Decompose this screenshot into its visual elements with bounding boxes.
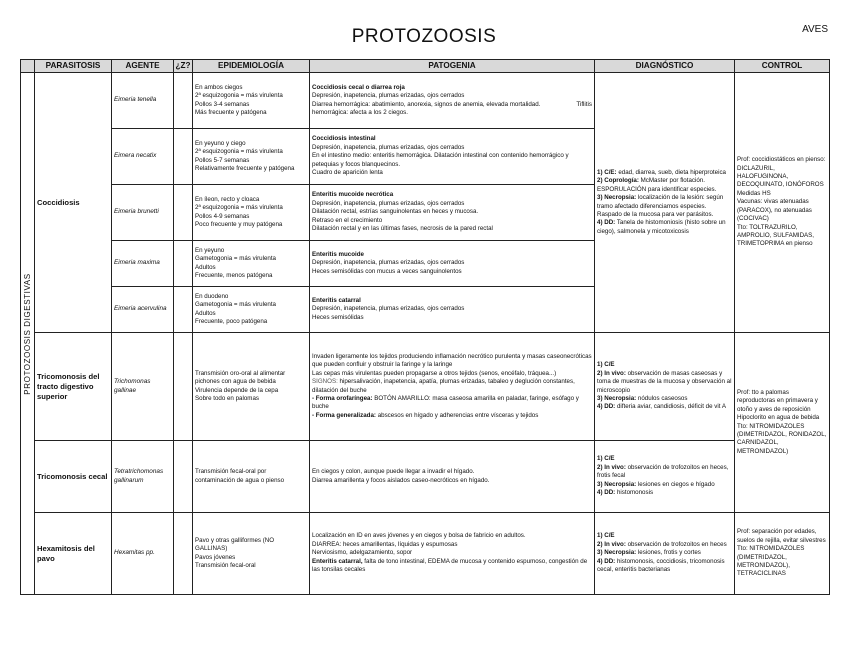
control-line: Hipoclorito en agua de bebida bbox=[737, 414, 820, 422]
diag-line bbox=[597, 211, 732, 219]
diag-text: edad, diarrea, sueb, dieta hiperproteica bbox=[616, 168, 726, 176]
control-line: Tto: NITROMIDAZOLES (DIMETRIDAZOL, METRONIDAZOL), TETRACICLINAS bbox=[737, 545, 805, 578]
epidemiologia-cell bbox=[193, 333, 310, 441]
epi-line: En duodeno bbox=[195, 292, 229, 300]
epidemiologia-cell bbox=[193, 129, 310, 185]
diag-key: 4) DD: bbox=[597, 403, 616, 411]
zoonosis-cell bbox=[174, 73, 193, 129]
pat-text: falta de tono intestinal, EDEMA de mucosa y contenido espumoso, congestión de las tonsilas cecales bbox=[312, 557, 588, 574]
agente-cell: Hexamitas pp. bbox=[112, 513, 174, 595]
epi-line: Pollos 5-7 semanas bbox=[195, 156, 250, 164]
diagnostico-cell bbox=[595, 333, 735, 441]
epidemiologia-cell bbox=[193, 241, 310, 287]
diag-line bbox=[597, 558, 732, 575]
epidemiologia-cell bbox=[193, 185, 310, 241]
diag-key: 4) DD: bbox=[597, 557, 616, 565]
diag-line bbox=[597, 403, 732, 411]
pat-heading: Coccidiosis intestinal bbox=[312, 135, 376, 143]
pat-line: Cuadro de aparición lenta bbox=[312, 169, 383, 177]
col-diagnostico: DIAGNÓSTICO bbox=[595, 60, 735, 73]
col-agente: AGENTE bbox=[112, 60, 174, 73]
diag-key: 2) In vivo: bbox=[597, 540, 626, 548]
epi-line: Adultos bbox=[195, 309, 216, 317]
col-parasitosis: PARASITOSIS bbox=[35, 60, 112, 73]
control-hexamitosis bbox=[735, 513, 830, 595]
diag-line: 1) C/E bbox=[597, 455, 615, 463]
diag-text: McMaster por flotación. ESPORULACIÓN para identificar especies. bbox=[597, 177, 717, 193]
diag-text: histomonosis bbox=[615, 489, 654, 497]
patogenia-cell bbox=[310, 287, 595, 333]
diag-text: difteria aviar, candidiosis, déficit de vit A bbox=[615, 403, 726, 411]
control-line: Prof: coccidiostáticos en pienso: DICLAZURIL, HALOFUGINONA, DECOQUINATO, IONÓFOROS bbox=[737, 156, 826, 189]
pat-line: Dilatación rectal, estrías sanguinolentas en heces y mucosa. bbox=[312, 208, 479, 216]
epi-line: 2ª esquizogonia = más virulenta bbox=[195, 92, 283, 100]
epi-line: Transmisión oro-oral al alimentar pichones con agua de bebida bbox=[195, 369, 286, 386]
pat-line: Invaden ligeramente los tejidos produciendo inflamación necrótico purulenta y masas caseonecróticas que pueden confluir y obstruir la faringe y la laringe bbox=[312, 352, 592, 369]
diagnostico-coccidiosis bbox=[595, 73, 735, 333]
diag-key: 2) In vivo: bbox=[597, 369, 626, 377]
diag-line: 1) C/E bbox=[597, 532, 615, 540]
diag-text: Raspado de la mucosa para ver parásitos. bbox=[597, 210, 714, 218]
epi-line: Frecuente, poco patógena bbox=[195, 317, 268, 325]
epi-line: Gametogonia = más virulenta bbox=[195, 255, 276, 263]
group-label: PROTOZOOSIS DIGESTIVAS bbox=[22, 272, 32, 395]
control-coccidiosis bbox=[735, 73, 830, 333]
pat-text: abscesos en hígado y adherencias entre vísceras y tejidos bbox=[375, 411, 539, 419]
control-line: Prof: tto a palomas reproductoras en primavera y otoño y aves de reposición bbox=[737, 388, 818, 413]
pat-line: Depresión, inapetencia, plumas erizadas, ojos cerrados bbox=[312, 259, 465, 267]
patogenia-cell bbox=[310, 73, 595, 129]
epi-line: Pavo y otras galliformes (NO GALLINAS) bbox=[195, 536, 275, 553]
pat-line: Depresión, inapetencia, plumas erizadas, ojos cerrados bbox=[312, 92, 465, 100]
pat-heading: Coccidiosis cecal o diarrea roja bbox=[312, 83, 405, 91]
diag-line bbox=[597, 395, 732, 403]
diag-line bbox=[597, 177, 732, 194]
epi-line: 2ª esquizogonia = más virulenta bbox=[195, 204, 283, 212]
diag-line: 1) C/E bbox=[597, 361, 615, 369]
agente-cell: Eimeria brunetti bbox=[112, 185, 174, 241]
pat-line: Nerviosismo, adelgazamiento, sopor bbox=[312, 549, 413, 557]
diagnostico-cell bbox=[595, 513, 735, 595]
zoonosis-cell bbox=[174, 185, 193, 241]
diag-key: 4) DD: bbox=[597, 219, 616, 227]
agente-cell: Eimeria acervulina bbox=[112, 287, 174, 333]
diag-text: observación de masas caseosas y toma de muestras de la mucosa y observación al microscopio bbox=[597, 369, 732, 394]
pat-key: - Forma orofaríngea: bbox=[312, 394, 373, 402]
diag-text: observación de trofozoitos en heces bbox=[625, 540, 727, 548]
diag-line bbox=[597, 481, 732, 489]
parasitosis-tricomonosis-sup: Tricomonosis del tracto digestivo superior bbox=[35, 333, 112, 441]
diag-line bbox=[597, 370, 732, 395]
patogenia-cell bbox=[310, 185, 595, 241]
pat-extra: Tiflitis bbox=[576, 100, 592, 108]
parasitosis-tricomonosis-cecal: Tricomonosis cecal bbox=[35, 441, 112, 513]
diag-key: 4) DD: bbox=[597, 489, 616, 497]
control-line: Medidas HS bbox=[737, 189, 771, 197]
pat-line: Localización en ID en aves jóvenes y en ciegos y bolsa de fabricio en adultos. bbox=[312, 532, 526, 540]
pat-line: Depresión, inapetencia, plumas erizadas, ojos cerrados bbox=[312, 143, 465, 151]
col-control: CONTROL bbox=[735, 60, 830, 73]
epi-line: Pollos 3-4 semanas bbox=[195, 100, 250, 108]
diag-line bbox=[597, 549, 732, 557]
pat-line bbox=[312, 395, 592, 412]
epi-line: Adultos bbox=[195, 263, 216, 271]
zoonosis-cell bbox=[174, 241, 193, 287]
table-row bbox=[21, 441, 830, 513]
diag-text: lesiones, frotis y cortes bbox=[636, 549, 701, 557]
epi-line: En yeyuno bbox=[195, 246, 225, 254]
diag-line bbox=[597, 489, 732, 497]
control-line: Prof: separación por edades, suelos de rejilla, evitar silvestres bbox=[737, 528, 826, 544]
diag-text: nódulos caseosos bbox=[636, 394, 688, 402]
table-row bbox=[21, 333, 830, 441]
patogenia-cell bbox=[310, 513, 595, 595]
parasitosis-hexamitosis: Hexamitosis del pavo bbox=[35, 513, 112, 595]
diag-text: histomonosis, coccidiosis, tricomonosis cecal, enteritis bacterianas bbox=[597, 557, 725, 574]
corner-cell bbox=[21, 60, 35, 73]
epidemiologia-cell bbox=[193, 441, 310, 513]
epidemiologia-cell bbox=[193, 73, 310, 129]
parasitosis-coccidiosis: Coccidiosis bbox=[35, 73, 112, 333]
epi-line: En íleon, recto y cloaca bbox=[195, 195, 260, 203]
epi-line: Más frecuente y patógena bbox=[195, 108, 267, 116]
pat-line: Las cepas más virulentas pueden propagarse a otros tejidos (senos, encéfalo, tráquea...) bbox=[312, 369, 557, 377]
pat-heading: Enteritis catarral bbox=[312, 296, 361, 304]
diag-key: 2) Coprología: bbox=[597, 177, 639, 185]
pat-line bbox=[312, 378, 592, 395]
pat-line: Heces semisólidas bbox=[312, 313, 364, 321]
pat-line bbox=[312, 101, 592, 109]
pat-key: Enteritis catarral, bbox=[312, 557, 363, 565]
diag-key: 3) Necropsia: bbox=[597, 480, 637, 488]
page-title: PROTOZOOSIS bbox=[351, 26, 497, 47]
table-row bbox=[21, 513, 830, 595]
diag-text: observación de trofozoitos en heces, frotis fecal bbox=[597, 463, 729, 480]
protozoosis-table bbox=[20, 59, 830, 595]
pat-line: Depresión, inapetencia, plumas erizadas, ojos cerrados bbox=[312, 199, 465, 207]
diag-line bbox=[597, 541, 732, 549]
diag-line bbox=[597, 169, 732, 177]
patogenia-cell bbox=[310, 333, 595, 441]
zoonosis-cell bbox=[174, 129, 193, 185]
diag-text: lesiones en ciegos e hígado bbox=[636, 480, 715, 488]
zoonosis-cell bbox=[174, 333, 193, 441]
epi-line: Poco frecuente y muy patógena bbox=[195, 220, 283, 228]
epi-line: Pollos 4-9 semanas bbox=[195, 212, 250, 220]
diag-line bbox=[597, 194, 732, 211]
control-tricomonosis bbox=[735, 333, 830, 513]
control-line: Tto: TOLTRAZURILO, AMPROLIO, SULFAMIDAS, TRIMETOPRIMA en pienso bbox=[737, 223, 815, 248]
diag-text: Tanela de histomoniosis (histo sobre un ciego), salmonela y micotoxicosis bbox=[597, 219, 726, 235]
epi-line: Transmisión fecal-oral bbox=[195, 561, 256, 569]
epi-line: Frecuente, menos patógena bbox=[195, 271, 273, 279]
epi-line: Sobre todo en palomas bbox=[195, 394, 259, 402]
zoonosis-cell bbox=[174, 287, 193, 333]
agente-cell: Eimeria maxima bbox=[112, 241, 174, 287]
epi-line: Relativamente frecuente y patógena bbox=[195, 164, 295, 172]
col-patogenia: PATOGENIA bbox=[310, 60, 595, 73]
patogenia-cell bbox=[310, 129, 595, 185]
patogenia-cell bbox=[310, 241, 595, 287]
pat-text: BOTÓN AMARILLO: masa caseosa amarilla en paladar, faringe, esófago y buche bbox=[312, 394, 579, 411]
epi-line: Virulencia depende de la cepa bbox=[195, 386, 279, 394]
pat-key: - Forma generalizada: bbox=[312, 411, 376, 419]
table-body bbox=[21, 73, 830, 595]
agente-cell: Tetratrichomonas gallinarum bbox=[112, 441, 174, 513]
pat-line: En ciegos y colon, aunque puede llegar a invadir el hígado. bbox=[312, 468, 475, 476]
agente-cell: Eimera necatix bbox=[112, 129, 174, 185]
zoonosis-cell bbox=[174, 441, 193, 513]
agente-cell: Eimeria tenella bbox=[112, 73, 174, 129]
pat-line: En el intestino medio: enteritis hemorrágica. Dilatación intestinal con contenido hemorrágico y petequias y focos blanquecinos. bbox=[312, 152, 569, 168]
pat-key: SIGNOS: bbox=[312, 378, 338, 386]
pat-line: DIARREA: heces amarillentas, líquidas y espumosas bbox=[312, 540, 458, 548]
col-zoonosis: ¿Z? bbox=[174, 60, 193, 73]
control-line: Vacunas: vivas atenuadas (PARACOX), no atenuadas (COCIVAC) bbox=[737, 198, 812, 223]
diagnostico-cell bbox=[595, 441, 735, 513]
agente-cell: Trichomonas gallinae bbox=[112, 333, 174, 441]
pat-heading: Enteritis mucoide necrótica bbox=[312, 191, 394, 199]
control-line: Tto: NITROMIDAZOLES (DIMETRIDAZOL, RONIDAZOL, CARNIDAZOL, METRONIDAZOL) bbox=[737, 422, 827, 455]
pat-line: Diarrea amarillenta y focos aislados caseo-necróticos en hígado. bbox=[312, 476, 490, 484]
corner-label: AVES bbox=[802, 24, 828, 35]
diag-line bbox=[597, 464, 732, 481]
epi-line: En yeyuno y ciego bbox=[195, 139, 246, 147]
epidemiologia-cell bbox=[193, 513, 310, 595]
pat-line bbox=[312, 558, 592, 575]
col-epidemiologia: EPIDEMIOLOGÍA bbox=[193, 60, 310, 73]
epi-line: 2ª esquizogonia = más virulenta bbox=[195, 148, 283, 156]
epi-line: Gametogonia = más virulenta bbox=[195, 301, 276, 309]
diag-key: 1) C/E: bbox=[597, 168, 617, 176]
diag-text: localización de la lesión: según tramo afectado diferenciamos especies. bbox=[597, 194, 724, 210]
epi-line: Transmisión fecal-oral por contaminación de agua o pienso bbox=[195, 468, 285, 484]
pat-line: Dilatación rectal y en las últimas fases, necrosis de la pared rectal bbox=[312, 225, 493, 233]
diag-key: 3) Necropsia: bbox=[597, 194, 637, 202]
pat-line: Depresión, inapetencia, plumas erizadas, ojos cerrados bbox=[312, 305, 465, 313]
pat-text: hipersalivación, inapetencia, apatía, plumas erizadas, tabaleo y deglución constantes, dilatación del buche bbox=[312, 378, 575, 394]
pat-text: Diarrea hemorrágica: abatimiento, anorexia, signos de anemia, elevada mortalidad. bbox=[312, 100, 541, 108]
pat-heading: Enteritis mucoide bbox=[312, 250, 364, 258]
zoonosis-cell bbox=[174, 513, 193, 595]
pat-line: Heces semisólidas con mucus a veces sanguinolentos bbox=[312, 267, 462, 275]
patogenia-cell bbox=[310, 441, 595, 513]
epidemiologia-cell bbox=[193, 287, 310, 333]
diag-key: 3) Necropsia: bbox=[597, 549, 637, 557]
epi-line: Pavos jóvenes bbox=[195, 553, 236, 561]
epi-line: En ambos ciegos bbox=[195, 83, 243, 91]
pat-line: Retraso en el crecimiento bbox=[312, 216, 383, 224]
pat-line bbox=[312, 412, 592, 420]
table-row bbox=[21, 73, 830, 129]
diag-key: 3) Necropsia: bbox=[597, 394, 637, 402]
diag-line bbox=[597, 219, 732, 236]
group-cell bbox=[21, 73, 35, 595]
diag-key: 2) In vivo: bbox=[597, 463, 626, 471]
header-row bbox=[21, 60, 830, 73]
pat-line: hemorrágica: afecta a los 2 ciegos. bbox=[312, 108, 408, 116]
